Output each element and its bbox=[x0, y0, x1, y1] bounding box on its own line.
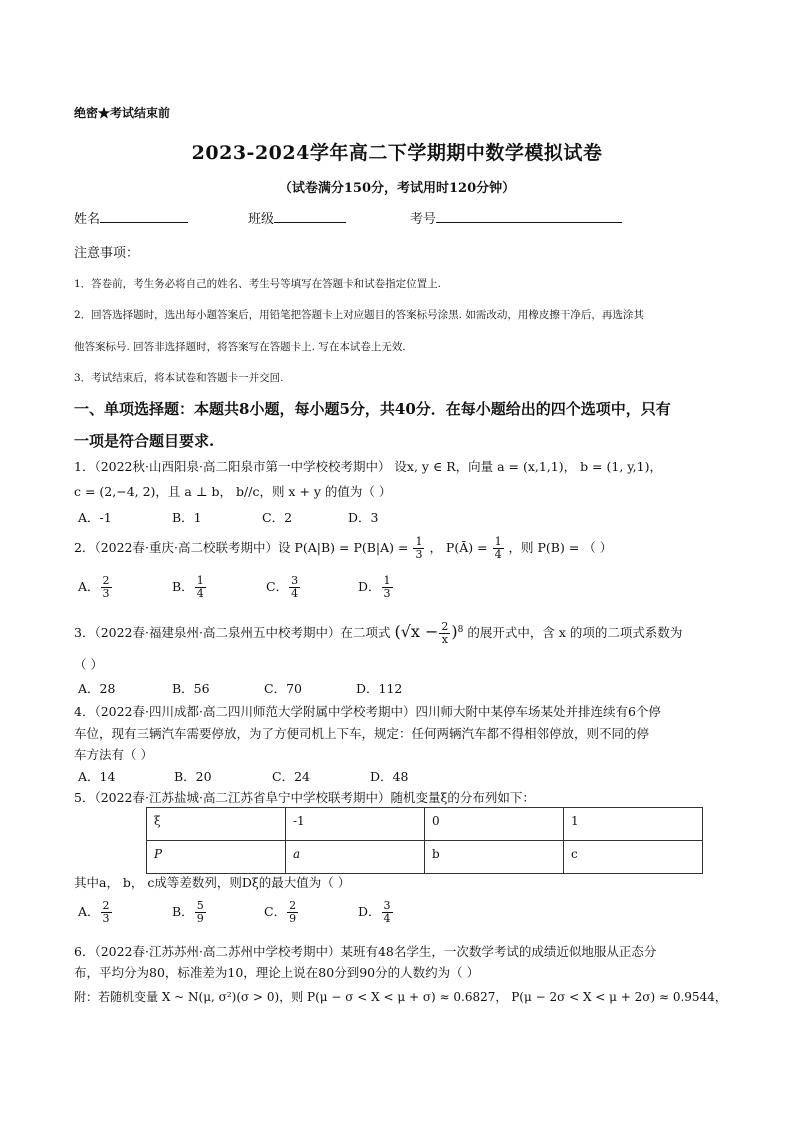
q3-text-a: 3．（2022春·福建泉州·高二泉州五中校考期中）在二项式 bbox=[74, 625, 391, 640]
q5-a-den: 3 bbox=[102, 912, 110, 925]
table-cell: 0 bbox=[425, 808, 564, 841]
q2-f1-den: 3 bbox=[415, 548, 423, 561]
q3-option-c[interactable]: C．70 bbox=[264, 681, 302, 696]
question-4-line2: 车位，现有三辆汽车需要停放，为了方便司机上下车，规定：任何两辆汽车都不得相邻停放，则不同的停 bbox=[74, 726, 650, 741]
question-3 bbox=[74, 621, 682, 646]
q5-option-a[interactable] bbox=[78, 900, 113, 925]
id-field[interactable] bbox=[410, 208, 622, 227]
secret-label: 绝密★考试结束前 bbox=[74, 106, 171, 120]
q2-a-num: 2 bbox=[102, 574, 110, 587]
id-blank[interactable] bbox=[436, 210, 622, 223]
note-3: 3．考试结束后，将本试卷和答题卡一并交回. bbox=[74, 372, 284, 384]
q4-option-c[interactable]: C．24 bbox=[272, 769, 310, 784]
section-heading-2: 一项是符合题目要求. bbox=[74, 432, 215, 450]
question-4-line1: 4．（2022春·四川成都·高二四川师范大学附属中学校考期中）四川师大附中某停车场某处并排连续有6个停 bbox=[74, 704, 661, 719]
page-title: 2023-2024学年高二下学期期中数学模拟试卷 bbox=[191, 142, 603, 164]
q5-b-label: B． bbox=[172, 904, 194, 919]
table-cell: P bbox=[147, 841, 286, 874]
table-row bbox=[147, 808, 703, 841]
q4-option-a[interactable]: A．14 bbox=[78, 769, 116, 784]
name-label: 姓名 bbox=[74, 212, 101, 227]
class-field[interactable] bbox=[248, 208, 346, 227]
section-heading-1: 一、单项选择题：本题共8小题，每小题5分，共40分．在每小题给出的四个选项中，只有 bbox=[74, 400, 671, 418]
q5-c-num: 2 bbox=[289, 899, 297, 912]
q3-option-b[interactable]: B．56 bbox=[172, 681, 210, 696]
table-cell: a bbox=[286, 841, 425, 874]
q1-option-c[interactable]: C．2 bbox=[262, 510, 293, 525]
question-6-line3: 附：若随机变量 X ~ N(μ, σ²)(σ > 0)，则 P(μ − σ < X < μ + σ) ≈ 0.6827， P(μ − 2σ < X < μ + 2σ) ≈ 0.9544， bbox=[74, 990, 727, 1004]
q2-b-num: 1 bbox=[196, 574, 204, 587]
notes-heading: 注意事项： bbox=[74, 246, 140, 261]
q3-binom-right: ) bbox=[451, 622, 458, 641]
q1-option-a[interactable]: A．-1 bbox=[78, 510, 112, 525]
table-row bbox=[147, 841, 703, 874]
q2-d-num: 1 bbox=[383, 574, 391, 587]
q2-option-c[interactable] bbox=[266, 575, 301, 600]
q2-f1-num: 1 bbox=[415, 535, 423, 548]
q3-exponent: 8 bbox=[457, 624, 464, 635]
q3-binom-left: (√x − bbox=[394, 622, 439, 641]
q2-c-num: 3 bbox=[291, 574, 299, 587]
distribution-table bbox=[146, 807, 703, 874]
question-1-line1: 1．（2022秋·山西阳泉·高二阳泉市第一中学校校考期中） 设x, y ∈ R，向量 a = (x,1,1)， b = (1, y,1)， bbox=[74, 459, 662, 474]
q2-fraction-1 bbox=[413, 536, 424, 561]
q2-a-label: A． bbox=[78, 579, 100, 594]
q2-a-den: 3 bbox=[102, 587, 110, 600]
q1-option-d[interactable]: D．3 bbox=[348, 510, 379, 525]
q2-c-label: C． bbox=[266, 579, 289, 594]
question-4-line3: 车方法有（ ） bbox=[74, 747, 153, 762]
q4-option-d[interactable]: D．48 bbox=[370, 769, 409, 784]
class-label: 班级 bbox=[248, 212, 275, 227]
q2-d-den: 3 bbox=[383, 587, 391, 600]
q5-option-c[interactable] bbox=[264, 900, 299, 925]
note-2a: 2．回答选择题时，选出每小题答案后，用铅笔把答题卡上对应题目的答案标号涂黑. 如需改动，用橡皮擦干净后，再选涂其 bbox=[74, 309, 644, 321]
q2-text-b: ， P(Ā) = bbox=[429, 540, 488, 555]
q1-option-b[interactable]: B．1 bbox=[172, 510, 202, 525]
q3-option-a[interactable]: A．28 bbox=[78, 681, 116, 696]
exam-subtitle: （试卷满分150分，考试用时120分钟） bbox=[278, 181, 516, 196]
q3-binom-den: x bbox=[441, 633, 449, 646]
q2-d-label: D． bbox=[358, 579, 381, 594]
q5-a-label: A． bbox=[78, 904, 100, 919]
q4-option-b[interactable]: B．20 bbox=[174, 769, 212, 784]
q3-binom-fraction bbox=[439, 621, 450, 646]
q5-option-b[interactable] bbox=[172, 900, 207, 925]
q2-option-d[interactable] bbox=[358, 575, 394, 600]
question-2 bbox=[74, 536, 612, 561]
q2-c-den: 4 bbox=[291, 587, 299, 600]
q3-text-b: 的展开式中，含 x 的项的二项式系数为 bbox=[467, 625, 683, 640]
id-label: 考号 bbox=[410, 212, 437, 227]
q5-d-num: 3 bbox=[383, 899, 391, 912]
q5-c-label: C． bbox=[264, 904, 287, 919]
question-6-line1: 6．（2022春·江苏苏州·高二苏州中学校考期中）某班有48名学生，一次数学考试的成绩近似地服从正态分 bbox=[74, 944, 657, 959]
q3-binom-num: 2 bbox=[441, 620, 449, 633]
q2-f2-den: 4 bbox=[494, 548, 502, 561]
q2-fraction-2 bbox=[493, 536, 504, 561]
q2-f2-num: 1 bbox=[494, 535, 502, 548]
q5-option-d[interactable] bbox=[358, 900, 394, 925]
question-5-line1: 5．（2022春·江苏盐城·高二江苏省阜宁中学校联考期中）随机变量ξ的分布列如下： bbox=[74, 790, 535, 805]
table-cell: 1 bbox=[564, 808, 703, 841]
table-cell: -1 bbox=[286, 808, 425, 841]
table-cell: c bbox=[564, 841, 703, 874]
q5-c-den: 9 bbox=[289, 912, 297, 925]
q2-option-a[interactable] bbox=[78, 575, 113, 600]
q3-option-d[interactable]: D．112 bbox=[356, 681, 403, 696]
q2-b-den: 4 bbox=[196, 587, 204, 600]
note-2b: 他答案标号. 回答非选择题时，将答案写在答题卡上. 写在本试卷上无效. bbox=[74, 341, 406, 353]
question-6-line2: 布，平均分为80，标准差为10，理论上说在80分到90分的人数约为（ ） bbox=[74, 965, 480, 980]
q5-b-den: 9 bbox=[196, 912, 204, 925]
q2-option-b[interactable] bbox=[172, 575, 207, 600]
q2-b-label: B． bbox=[172, 579, 194, 594]
note-1: 1．答卷前，考生务必将自己的姓名、考生号等填写在答题卡和试卷指定位置上. bbox=[74, 278, 442, 290]
q5-d-den: 4 bbox=[383, 912, 391, 925]
table-cell: b bbox=[425, 841, 564, 874]
q5-a-num: 2 bbox=[102, 899, 110, 912]
question-3-paren: （ ） bbox=[74, 657, 103, 672]
q5-d-label: D． bbox=[358, 904, 381, 919]
q5-b-num: 5 bbox=[196, 899, 204, 912]
class-blank[interactable] bbox=[274, 210, 346, 223]
name-blank[interactable] bbox=[100, 210, 188, 223]
question-1-line2: c = (2,−4, 2)，且 a ⊥ b， b//c，则 x + y 的值为（ ） bbox=[74, 484, 392, 499]
table-cell: ξ bbox=[147, 808, 286, 841]
q2-text-c: ，则 P(B) = （ ） bbox=[508, 540, 613, 555]
q2-text-a: 2．（2022春·重庆·高二校联考期中）设 P(A|B) = P(B|A) = bbox=[74, 540, 409, 555]
question-5-line2: 其中a， b， c成等差数列，则Dξ的最大值为（ ） bbox=[74, 875, 351, 890]
name-field[interactable] bbox=[74, 208, 188, 227]
